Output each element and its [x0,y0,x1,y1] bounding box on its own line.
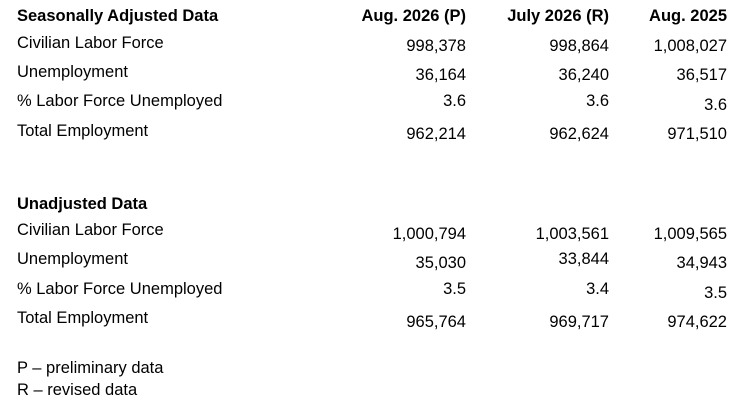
row-label: Total Employment [17,122,149,140]
seasonally-adjusted-heading: Seasonally Adjusted Data [17,7,219,25]
column-header-aug-2025: Aug. 2025 [649,7,727,25]
seasonally-adjusted-header-row [0,6,748,30]
value-aug-2025: 1,008,027 [653,37,727,55]
value-july-2026: 969,717 [549,313,609,331]
table-row [0,33,748,57]
value-aug-2025: 1,009,565 [653,225,727,243]
column-header-july-2026: July 2026 (R) [507,7,609,25]
value-aug-2026: 962,214 [406,125,466,143]
value-aug-2025: 971,510 [667,125,727,143]
unadjusted-header-row [0,194,748,218]
value-aug-2026: 965,764 [406,313,466,331]
table-row [0,220,748,244]
value-aug-2026: 1,000,794 [392,225,466,243]
value-aug-2025: 3.5 [704,284,727,302]
value-aug-2025: 36,517 [676,66,727,84]
value-aug-2026: 3.6 [443,92,466,110]
value-july-2026: 962,624 [549,125,609,143]
row-label: Total Employment [17,309,149,327]
note-preliminary: P – preliminary data [17,359,164,377]
value-july-2026: 3.6 [586,92,609,110]
table-row [0,62,748,86]
value-july-2026: 998,864 [549,37,609,55]
row-label: Unemployment [17,63,128,81]
table-row [0,279,748,303]
table-row [0,249,748,273]
column-header-aug-2026: Aug. 2026 (P) [361,7,466,25]
value-july-2026: 33,844 [558,250,609,268]
table-row [0,308,748,332]
value-aug-2025: 974,622 [667,313,727,331]
value-aug-2026: 35,030 [415,254,466,272]
value-aug-2025: 3.6 [704,96,727,114]
table-row [0,91,748,115]
value-july-2026: 1,003,561 [535,225,609,243]
row-label: Civilian Labor Force [17,34,164,52]
value-aug-2026: 36,164 [415,66,466,84]
row-label: % Labor Force Unemployed [17,92,223,110]
value-aug-2025: 34,943 [676,254,727,272]
value-aug-2026: 998,378 [406,37,466,55]
value-july-2026: 36,240 [558,66,609,84]
unadjusted-heading: Unadjusted Data [17,195,148,213]
row-label: Civilian Labor Force [17,221,164,239]
value-july-2026: 3.4 [586,280,609,298]
row-label: Unemployment [17,250,128,268]
row-label: % Labor Force Unemployed [17,280,223,298]
table-row [0,121,748,145]
note-revised: R – revised data [17,381,138,399]
value-aug-2026: 3.5 [443,280,466,298]
